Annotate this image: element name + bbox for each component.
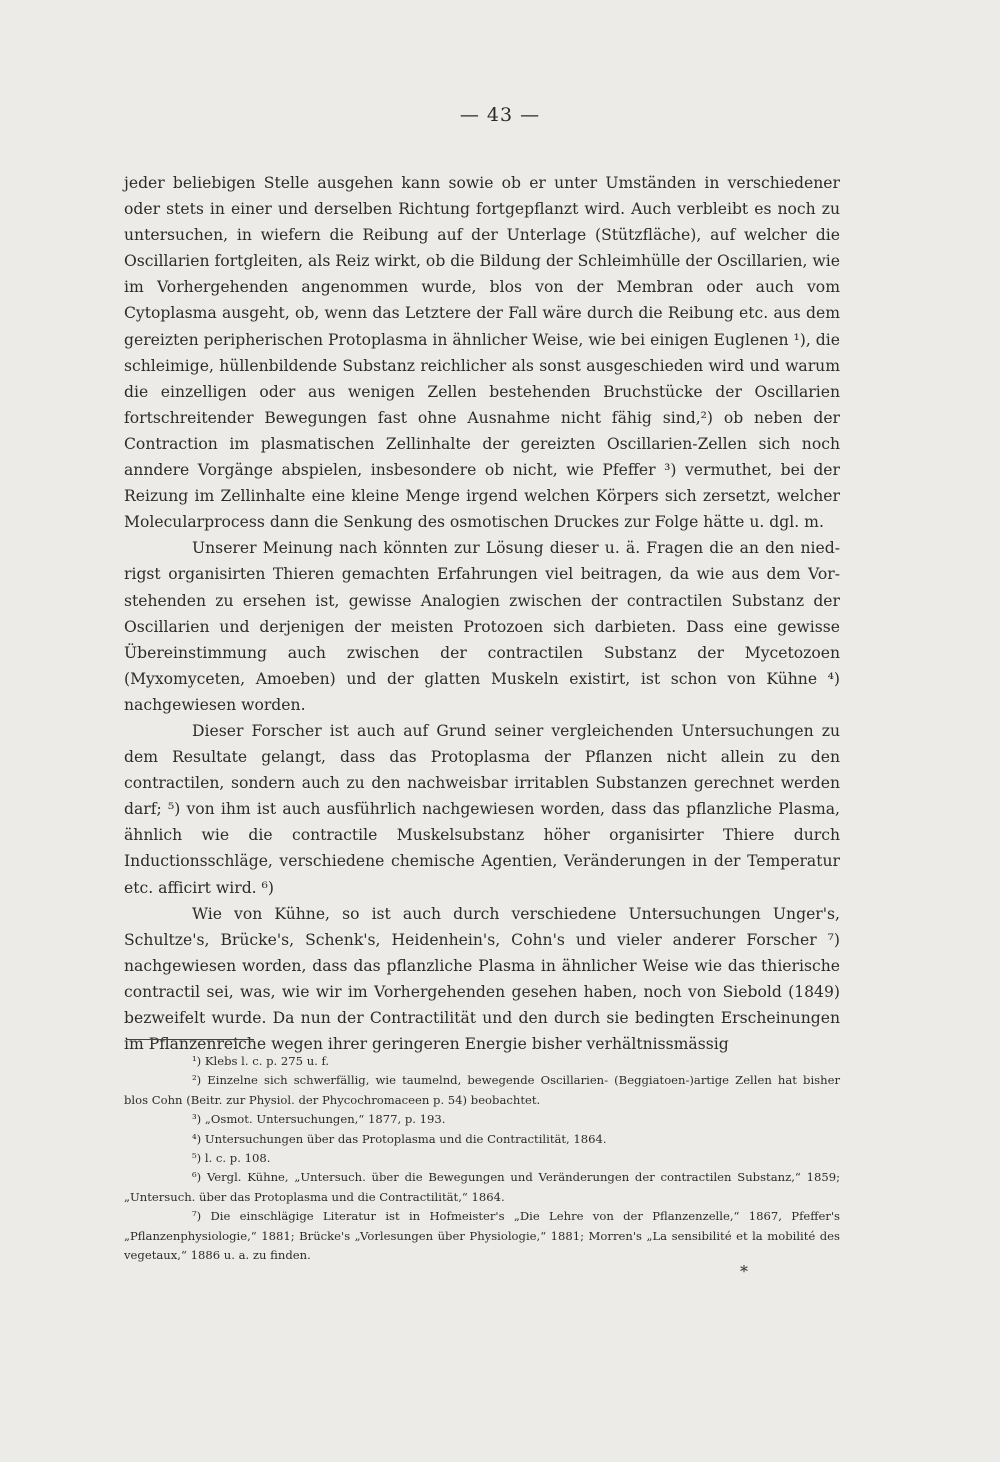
body-text	[124, 170, 840, 1057]
footnote-6: ⁶) Vergl. Kühne, „Untersuch. über die Bewegungen und Veränderungen der contractilen Substanz,“ 1859; „Untersuch. über das Protoplasma und die Contractilität,“ 1864.	[124, 1170, 840, 1204]
paragraph-4: Wie von Kühne, so ist auch durch verschiedene Untersuchungen Unger's, Schultze's, Brücke's, Schenk's, Heidenhein's, Cohn's und vieler anderer Forscher ⁷) nachgewiesen worden, dass das pflanzliche Plasma in ähnlicher Weise wie das thierische contractil sei, was, wie wir im Vorhergehenden gesehen haben, noch von Siebold (1849) bezweifelt wurde. Da nun der Contractilität und den durch sie bedingten Erscheinungen im Pflanzenreiche wegen ihrer geringeren Energie bisher verhältnissmässig	[124, 904, 840, 1054]
footnote-4: ⁴) Untersuchungen über das Protoplasma und die Contractilität, 1864.	[192, 1131, 607, 1146]
footnote-5: ⁵) l. c. p. 108.	[192, 1151, 271, 1166]
footnote-3: ³) „Osmot. Untersuchungen,“ 1877, p. 193.	[192, 1112, 446, 1127]
footnote-2: ²) Einzelne sich schwerfällig, wie taumelnd, bewegende Oscillarien- (Beggiatoen-)artige Zellen hat bisher blos Cohn (Beitr. zur Physiol. der Phycochromaceen p. 54) beobachtet.	[124, 1073, 840, 1107]
signature-mark: *	[740, 1262, 748, 1281]
footnote-1: ¹) Klebs l. c. p. 275 u. f.	[192, 1054, 330, 1068]
footnote-7: ⁷) Die einschlägige Literatur ist in Hofmeister's „Die Lehre von der Pflanzenzelle,“ 1867, Pfeffer's „Pflanzenphysiologie,“ 1881; Brücke's „Vorlesungen über Physiologie,“ 1881; Morren's „La sensibilité et la mobilité des vegetaux,“ 1886 u. a. zu finden.	[124, 1209, 840, 1263]
page-number: — 43 —	[459, 104, 541, 126]
paragraph-1: jeder beliebigen Stelle ausgehen kann sowie ob er unter Umständen in verschiedener oder stets in einer und derselben Richtung fortgepflanzt wird. Auch verbleibt es noch zu untersuchen, in wiefern die Reibung auf der Unterlage (Stützfläche), auf welcher die Oscillarien fortgleiten, als Reiz wirkt, ob die Bildung der Schleimhülle der Oscillarien, wie im Vorhergehenden angenommen wurde, blos von der Membran oder auch vom Cytoplasma ausgeht, ob, wenn das Letztere der Fall wäre durch die Reibung etc. aus dem gereizten peripherischen Protoplasma in ähnlicher Weise, wie bei einigen Euglenen ¹), die schleimige, hüllenbildende Substanz reichlicher als sonst ausgeschieden wird und warum die einzelligen oder aus wenigen Zellen bestehenden Bruchstücke der Oscillarien fortschreitender Bewegungen fast ohne Ausnahme nicht fähig sind,²) ob neben der Contraction im plasmatischen Zellinhalte der gereizten Oscillarien-Zellen sich noch anndere Vorgänge abspielen, insbesondere ob nicht, wie Pfeffer ³) vermuthet, bei der Reizung im Zellinhalte eine kleine Menge irgend welchen Körpers sich zersetzt, welcher Molecularprocess dann die Senkung des osmotischen Druckes zur Folge hätte u. dgl. m.	[124, 174, 840, 532]
footnote-divider	[126, 1039, 254, 1040]
footnotes	[124, 1052, 840, 1265]
paragraph-3: Dieser Forscher ist auch auf Grund seiner vergleichenden Untersuchungen zu dem Resultate gelangt, dass das Protoplasma der Pflanzen nicht allein zu den contractilen, sondern auch zu den nachweisbar irritablen Substanzen gerechnet werden darf; ⁵) von ihm ist auch ausführlich nachgewiesen worden, dass das pflanzliche Plasma, ähnlich wie die contractile Muskelsubstanz höher organisirter Thiere durch Inductionsschläge, verschiedene chemische Agentien, Veränderungen in der Temperatur etc. afficirt wird. ⁶)	[124, 721, 840, 897]
paragraph-2: Unserer Meinung nach könnten zur Lösung dieser u. ä. Fragen die an den niedrigst organisirten Thieren gemachten Erfahrungen viel beitragen, da wie aus dem Vorstehenden zu ersehen ist, gewisse Analogien zwischen der contractilen Substanz der Oscillarien und derjenigen der meisten Protozoen sich darbieten. Dass eine gewisse Übereinstimmung auch zwischen der contractilen Substanz der Mycetozoen (Myxomyceten, Amoeben) und der glatten Muskeln existirt, ist schon von Kühne ⁴) nachgewiesen worden.	[124, 539, 840, 714]
